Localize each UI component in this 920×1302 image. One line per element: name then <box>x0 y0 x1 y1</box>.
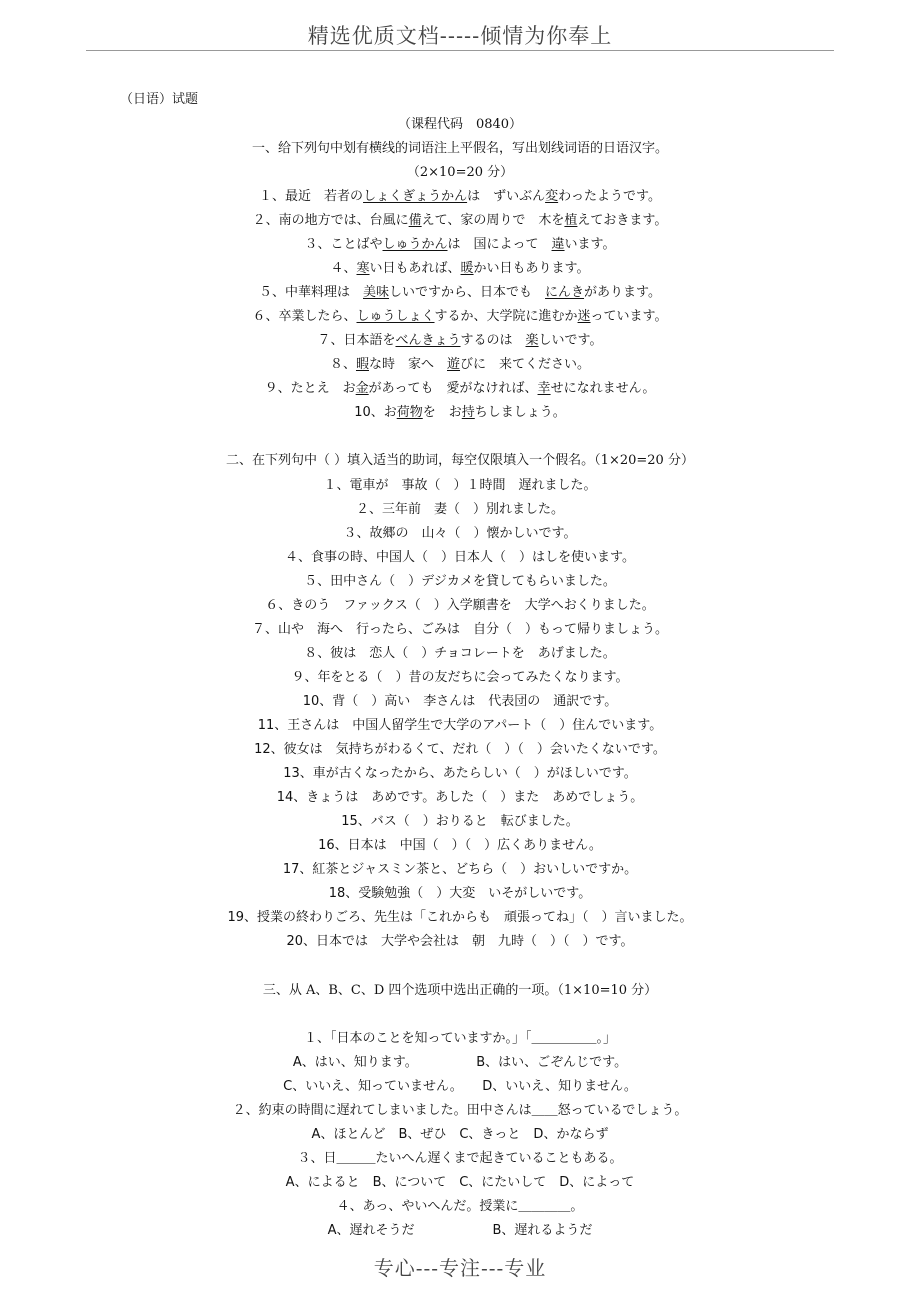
q1-10: 10、お荷物を お持ちしましょう。 <box>354 405 566 420</box>
q2-item: 18、受験勉強（ ）大変 いそがしいです。 <box>328 886 592 901</box>
q1-7: ７、日本語をべんきょうするのは 楽しいです。 <box>317 333 603 348</box>
q3-line: ４、あっ、やいへんだ。授業に＿＿＿＿。 <box>336 1199 584 1214</box>
course-code: （课程代码 0840） <box>397 117 523 132</box>
q2-item: １、電車が 事故（ ）１時間 遅れました。 <box>323 478 597 493</box>
q2-item: 17、紅茶とジャスミン茶と、どちら（ ）おいしいですか。 <box>282 862 638 877</box>
q2-item: 10、背（ ）高い 李さんは 代表団の 通訳です。 <box>302 694 618 709</box>
q1-9: ９、たとえ お金があっても 愛がなければ、幸せになれません。 <box>264 381 656 396</box>
q3-line: ２、約束の時間に遅れてしまいました。田中さんは＿＿怒っているでしょう。 <box>232 1103 688 1118</box>
q2-item: ２、三年前 妻（ ）別れました。 <box>355 502 564 517</box>
section-2-title: 二、在下列句中（ ）填入适当的助词，每空仅限填入一个假名。（1×20=20 分） <box>226 453 694 468</box>
section-3-title: 三、从 A、B、C、D 四个选项中选出正确的一项。（1×10=10 分） <box>262 983 658 998</box>
q2-item: ７、山や 海へ 行ったら、ごみは 自分（ ）もって帰りましょう。 <box>251 622 668 637</box>
q3-line: C、いいえ、知っていません。 D、いいえ、知りません。 <box>283 1079 637 1094</box>
q2-item: 11、王さんは 中国人留学生で大学のアパート（ ）住んでいます。 <box>257 718 663 733</box>
q3-line: A、ほとんど B、ぜひ C、きっと D、かならず <box>311 1127 609 1142</box>
q3-line: １、「日本のことを知っていますか。」「＿＿＿＿＿。」 <box>303 1031 616 1046</box>
q3-line: A、によると B、について C、にたいして D、によって <box>285 1175 635 1190</box>
q2-item: ６、きのう ファックス（ ）入学願書を 大学へおくりました。 <box>265 598 655 613</box>
q2-item: ４、食事の時、中国人（ ）日本人（ ）はしを使います。 <box>285 550 635 565</box>
section-1-score: （2×10=20 分） <box>406 165 514 180</box>
q1-2: ２、南の地方では、台風に備えて、家の周りで 木を植えておきます。 <box>252 213 668 228</box>
q1-5: ５、中華料理は 美味しいですから、日本でも にんきがあります。 <box>258 285 662 300</box>
q2-item: 20、日本では 大学や会社は 朝 九時（ ）（ ）です。 <box>286 934 634 949</box>
q2-item: ９、年をとる（ ）昔の友だちに会ってみたくなります。 <box>291 670 629 685</box>
q2-item: 13、車が古くなったから、あたらしい（ ）がほしいです。 <box>283 766 637 781</box>
header-divider <box>86 50 834 51</box>
q2-item: 16、日本は 中国（ ）（ ）広くありません。 <box>318 838 602 853</box>
q2-item: ３、故郷の 山々（ ）懐かしいです。 <box>343 526 577 541</box>
q3-line: ３、日＿＿＿たいへん遅くまで起きていることもある。 <box>297 1151 623 1166</box>
q1-8: ８、暇な時 家へ 遊びに 来てください。 <box>329 357 591 372</box>
q2-item: ５、田中さん（ ）デジカメを貸してもらいました。 <box>304 574 616 589</box>
page-header: 精选优质文档-----倾情为你奉上 <box>307 24 613 48</box>
q1-3: ３、ことばやしゅうかんは 国によって 違います。 <box>304 237 616 252</box>
q1-4: ４、寒い日もあれば、暖かい日もあります。 <box>330 261 590 276</box>
q3-line: A、はい、知ります。 B、はい、ごぞんじです。 <box>292 1055 628 1070</box>
q3-line: A、遅れそうだ B、遅れるようだ <box>327 1223 593 1238</box>
q2-item: ８、彼は 恋人（ ）チョコレートを あげました。 <box>304 646 616 661</box>
exam-title: （日语）试题 <box>120 92 199 107</box>
q2-item: 15、バス（ ）おりると 転びました。 <box>341 814 579 829</box>
q2-item: 14、きょうは あめです。あした（ ）また あめでしょう。 <box>276 790 644 805</box>
q2-item: 12、彼女は 気持ちがわるくて、だれ（ ）（ ）会いたくないです。 <box>254 742 666 757</box>
q1-1: １、最近 若者のしょくぎょうかんは ずいぶん変わったようです。 <box>259 189 661 204</box>
q1-6: ６、卒業したら、しゅうしょくするか、大学院に進むか迷っています。 <box>252 309 668 324</box>
page-footer: 专心---专注---专业 <box>373 1256 547 1280</box>
q2-item: 19、授業の終わりごろ、先生は「これからも 頑張ってね」（ ）言いました。 <box>227 910 693 925</box>
section-1-title: 一、给下列句中划有横线的词语注上平假名，写出划线词语的日语汉字。 <box>251 141 668 156</box>
